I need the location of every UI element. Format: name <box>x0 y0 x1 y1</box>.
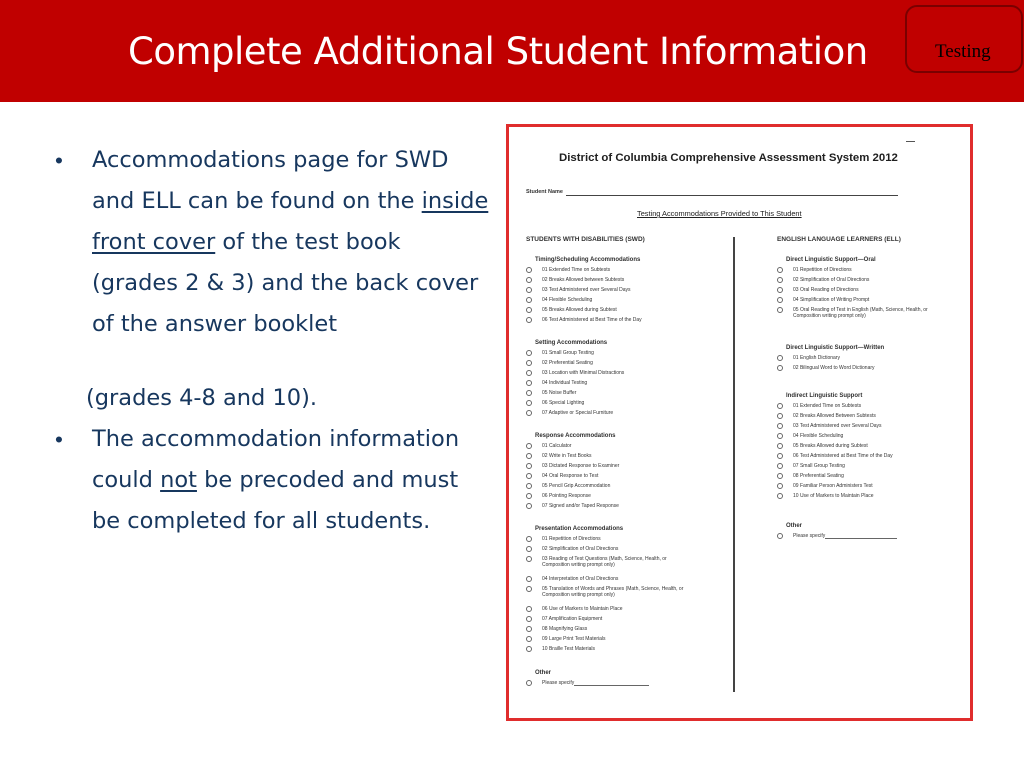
student-name-label: Student Name <box>526 189 563 195</box>
option-label: 05 Oral Reading of Test in English (Math, Science, Health, or Composition writing prompt only) <box>793 307 928 319</box>
swd-heading: STUDENTS WITH DISABILITIES (SWD) <box>526 236 645 243</box>
option-label: 05 Breaks Allowed during Subtest <box>793 443 868 449</box>
student-name-line <box>566 195 898 196</box>
bullet-dot-icon: • <box>55 427 63 452</box>
section-title: Presentation Accommodations <box>535 526 624 532</box>
accommodation-option[interactable] <box>526 463 736 473</box>
radio-circle-icon[interactable] <box>526 546 532 552</box>
option-label: 05 Noise Buffer <box>542 390 577 396</box>
accommodation-option[interactable] <box>526 277 736 287</box>
accommodation-option[interactable] <box>526 360 736 370</box>
radio-circle-icon[interactable] <box>526 443 532 449</box>
radio-circle-icon[interactable] <box>526 453 532 459</box>
radio-circle-icon[interactable] <box>526 586 532 592</box>
accommodation-option[interactable] <box>777 493 962 503</box>
please-specify-label: Please specify <box>542 680 575 686</box>
bullet-text: be precoded and must be completed for all students. <box>92 467 459 534</box>
indented-text: (grades 4-8 and 10). <box>86 385 318 411</box>
option-label: 02 Simplification of Oral Directions <box>542 546 619 552</box>
accommodation-option[interactable] <box>526 493 736 503</box>
radio-circle-icon[interactable] <box>777 463 783 469</box>
radio-circle-icon[interactable] <box>526 317 532 323</box>
option-label: 04 Flexible Scheduling <box>542 297 593 303</box>
ell-column <box>777 236 962 547</box>
option-label: 10 Braille Test Materials <box>542 646 595 652</box>
slide-body <box>50 140 490 542</box>
accommodation-option[interactable] <box>526 297 736 307</box>
option-label: 08 Magnifying Glass <box>542 626 588 632</box>
option-label: 07 Signed and/or Taped Response <box>542 503 619 509</box>
option-label: 02 Write in Test Books <box>542 453 592 459</box>
radio-circle-icon[interactable] <box>526 680 532 686</box>
accommodation-option[interactable] <box>526 380 736 390</box>
option-label: 06 Special Lighting <box>542 400 585 406</box>
accommodation-option[interactable] <box>526 473 736 483</box>
option-label: 06 Test Administered at Best Time of the Day <box>793 453 893 459</box>
accommodation-option[interactable] <box>777 365 962 375</box>
accommodation-option[interactable] <box>777 413 962 423</box>
bullet-text: of the test book (grades 2 & 3) and the back cover of the answer booklet <box>92 229 479 337</box>
option-label: 06 Use of Markers to Maintain Place <box>542 606 623 612</box>
accommodation-option[interactable] <box>526 307 736 317</box>
radio-circle-icon[interactable] <box>777 355 783 361</box>
accommodation-option[interactable] <box>526 483 736 493</box>
accommodation-option[interactable] <box>526 350 736 360</box>
testing-tag <box>905 5 1023 73</box>
section-title: Indirect Linguistic Support <box>786 393 863 399</box>
other-option[interactable] <box>777 533 962 547</box>
accommodation-option[interactable] <box>526 317 736 327</box>
option-label: 07 Adaptive or Special Furniture <box>542 410 614 416</box>
option-label: 03 Oral Reading of Directions <box>793 287 859 293</box>
option-label: 05 Breaks Allowed during Subtest <box>542 307 617 313</box>
option-label: 04 Oral Response to Test <box>542 473 599 479</box>
option-label: 01 Calculator <box>542 443 572 449</box>
radio-circle-icon[interactable] <box>526 307 532 313</box>
option-label: 03 Reading of Test Questions (Math, Science, Health, or Composition writing prompt only) <box>542 556 667 568</box>
radio-circle-icon[interactable] <box>777 277 783 283</box>
testing-tag-label: Testing <box>935 41 991 62</box>
option-label: 03 Location with Minimal Distractions <box>542 370 625 376</box>
radio-circle-icon[interactable] <box>526 616 532 622</box>
radio-circle-icon[interactable] <box>526 277 532 283</box>
accommodations-form-image <box>506 124 973 721</box>
option-label: 01 Repetition of Directions <box>542 536 601 542</box>
option-label: 02 Preferential Seating <box>542 360 593 366</box>
radio-circle-icon[interactable] <box>526 473 532 479</box>
accommodation-option[interactable] <box>526 616 736 626</box>
underlined-text: inside front cover <box>92 188 489 255</box>
option-label: 04 Individual Testing <box>542 380 588 386</box>
option-label: 03 Test Administered over Several Days <box>542 287 631 293</box>
accommodation-option[interactable] <box>526 370 736 380</box>
radio-circle-icon[interactable] <box>526 350 532 356</box>
option-label: 08 Preferential Seating <box>793 473 844 479</box>
radio-circle-icon[interactable] <box>526 483 532 489</box>
accommodation-option[interactable] <box>526 576 736 586</box>
other-option[interactable] <box>526 680 736 694</box>
option-label: 01 Extended Time on Subtests <box>793 403 862 409</box>
radio-circle-icon[interactable] <box>777 365 783 371</box>
other-heading: Other <box>786 523 803 529</box>
title-bar <box>0 0 1024 102</box>
radio-circle-icon[interactable] <box>777 433 783 439</box>
accommodation-option[interactable] <box>526 453 736 463</box>
radio-circle-icon[interactable] <box>526 503 532 509</box>
radio-circle-icon[interactable] <box>777 413 783 419</box>
radio-circle-icon[interactable] <box>777 287 783 293</box>
option-label: 01 Extended Time on Subtests <box>542 267 611 273</box>
section-title: Timing/Scheduling Accommodations <box>535 257 641 263</box>
option-label: 01 Repetition of Directions <box>793 267 852 273</box>
specify-line[interactable] <box>574 685 649 686</box>
radio-circle-icon[interactable] <box>526 646 532 652</box>
radio-circle-icon[interactable] <box>777 493 783 499</box>
slide-title: Complete Additional Student Information <box>128 30 868 73</box>
accommodation-option[interactable] <box>777 287 962 297</box>
radio-circle-icon[interactable] <box>777 443 783 449</box>
please-specify-label: Please specify <box>793 533 826 539</box>
radio-circle-icon[interactable] <box>777 403 783 409</box>
accommodation-option[interactable] <box>777 297 962 307</box>
radio-circle-icon[interactable] <box>526 297 532 303</box>
accommodation-option[interactable] <box>526 536 736 546</box>
accommodation-option[interactable] <box>777 433 962 443</box>
option-label: 03 Test Administered over Several Days <box>793 423 882 429</box>
accommodation-option[interactable] <box>526 400 736 410</box>
option-label: 06 Pointing Response <box>542 493 591 499</box>
accommodation-option[interactable] <box>526 626 736 636</box>
accommodation-option[interactable] <box>777 277 962 287</box>
radio-circle-icon[interactable] <box>777 423 783 429</box>
radio-circle-icon[interactable] <box>777 473 783 479</box>
accommodations-form <box>509 127 970 718</box>
radio-circle-icon[interactable] <box>526 390 532 396</box>
ell-heading: ENGLISH LANGUAGE LEARNERS (ELL) <box>777 236 901 243</box>
accommodation-option[interactable] <box>526 546 736 556</box>
radio-circle-icon[interactable] <box>777 533 783 539</box>
radio-circle-icon[interactable] <box>777 453 783 459</box>
radio-circle-icon[interactable] <box>526 360 532 366</box>
accommodation-option[interactable] <box>777 483 962 493</box>
option-label: 09 Familiar Person Administers Test <box>793 483 873 489</box>
radio-circle-icon[interactable] <box>526 636 532 642</box>
accommodation-option[interactable] <box>777 403 962 413</box>
radio-circle-icon[interactable] <box>526 287 532 293</box>
radio-circle-icon[interactable] <box>526 463 532 469</box>
bullet-text: The accommodation information could <box>92 426 460 493</box>
option-label: 02 Breaks Allowed between Subtests <box>542 277 625 283</box>
radio-circle-icon[interactable] <box>777 297 783 303</box>
option-label: 06 Test Administered at Best Time of the Day <box>542 317 642 323</box>
swd-column <box>526 236 736 694</box>
accommodation-option[interactable] <box>526 586 736 606</box>
option-label: 07 Amplification Equipment <box>542 616 603 622</box>
accommodation-option[interactable] <box>526 287 736 297</box>
radio-circle-icon[interactable] <box>526 493 532 499</box>
option-label: 09 Large Print Test Materials <box>542 636 606 642</box>
option-label: 10 Use of Markers to Maintain Place <box>793 493 874 499</box>
other-heading: Other <box>535 670 552 676</box>
bullet-dot-icon: • <box>55 148 63 173</box>
accommodation-option[interactable] <box>777 443 962 453</box>
form-title: District of Columbia Comprehensive Assessment System 2012 <box>559 152 898 164</box>
accommodation-option[interactable] <box>526 606 736 616</box>
accommodation-option[interactable] <box>526 636 736 646</box>
option-label: 01 English Dictionary <box>793 355 840 361</box>
accommodation-option[interactable] <box>526 267 736 277</box>
radio-circle-icon[interactable] <box>777 307 783 313</box>
option-label: 01 Small Group Testing <box>542 350 594 356</box>
option-label: 04 Flexible Scheduling <box>793 433 844 439</box>
radio-circle-icon[interactable] <box>526 606 532 612</box>
bullet-item <box>50 419 490 542</box>
accommodation-option[interactable] <box>526 390 736 400</box>
option-label: 02 Simplification of Oral Directions <box>793 277 870 283</box>
accommodation-option[interactable] <box>526 503 736 513</box>
accommodation-option[interactable] <box>777 463 962 473</box>
option-label: 04 Simplification of Writing Prompt <box>793 297 870 303</box>
option-label: 02 Bilingual Word to Word Dictionary <box>793 365 875 371</box>
accommodation-option[interactable] <box>526 556 736 576</box>
radio-circle-icon[interactable] <box>526 400 532 406</box>
accommodation-option[interactable] <box>777 267 962 277</box>
radio-circle-icon[interactable] <box>526 626 532 632</box>
accommodation-option[interactable] <box>777 307 962 327</box>
option-label: 05 Translation of Words and Phrases (Math, Science, Health, or Composition writing prompt only) <box>542 586 684 598</box>
section-title: Response Accommodations <box>535 433 616 439</box>
accommodation-option[interactable] <box>526 410 736 420</box>
radio-circle-icon[interactable] <box>526 380 532 386</box>
underlined-text: not <box>160 467 197 493</box>
accommodation-option[interactable] <box>777 423 962 433</box>
accommodation-option[interactable] <box>777 453 962 463</box>
accommodation-option[interactable] <box>526 646 736 656</box>
bullet-text: Accommodations page for SWD and ELL can be found on the <box>92 147 449 214</box>
bullet-item <box>50 140 490 345</box>
section-title: Direct Linguistic Support—Written <box>786 345 885 351</box>
radio-circle-icon[interactable] <box>526 576 532 582</box>
accommodation-option[interactable] <box>777 355 962 365</box>
form-subtitle: Testing Accommodations Provided to This Student <box>637 209 802 218</box>
section-title: Direct Linguistic Support—Oral <box>786 257 876 263</box>
option-label: 02 Breaks Allowed Between Subtests <box>793 413 876 419</box>
accommodation-option[interactable] <box>777 473 962 483</box>
radio-circle-icon[interactable] <box>777 267 783 273</box>
option-label: 03 Dictated Response to Examiner <box>542 463 620 469</box>
radio-circle-icon[interactable] <box>526 536 532 542</box>
radio-circle-icon[interactable] <box>777 483 783 489</box>
radio-circle-icon[interactable] <box>526 370 532 376</box>
section-title: Setting Accommodations <box>535 340 608 346</box>
radio-circle-icon[interactable] <box>526 410 532 416</box>
option-label: 04 Interpretation of Oral Directions <box>542 576 619 582</box>
option-label: 05 Pencil Grip Accommodation <box>542 483 611 489</box>
radio-circle-icon[interactable] <box>526 267 532 273</box>
accommodation-option[interactable] <box>526 443 736 453</box>
option-label: 07 Small Group Testing <box>793 463 845 469</box>
radio-circle-icon[interactable] <box>526 556 532 562</box>
specify-line[interactable] <box>825 538 897 539</box>
